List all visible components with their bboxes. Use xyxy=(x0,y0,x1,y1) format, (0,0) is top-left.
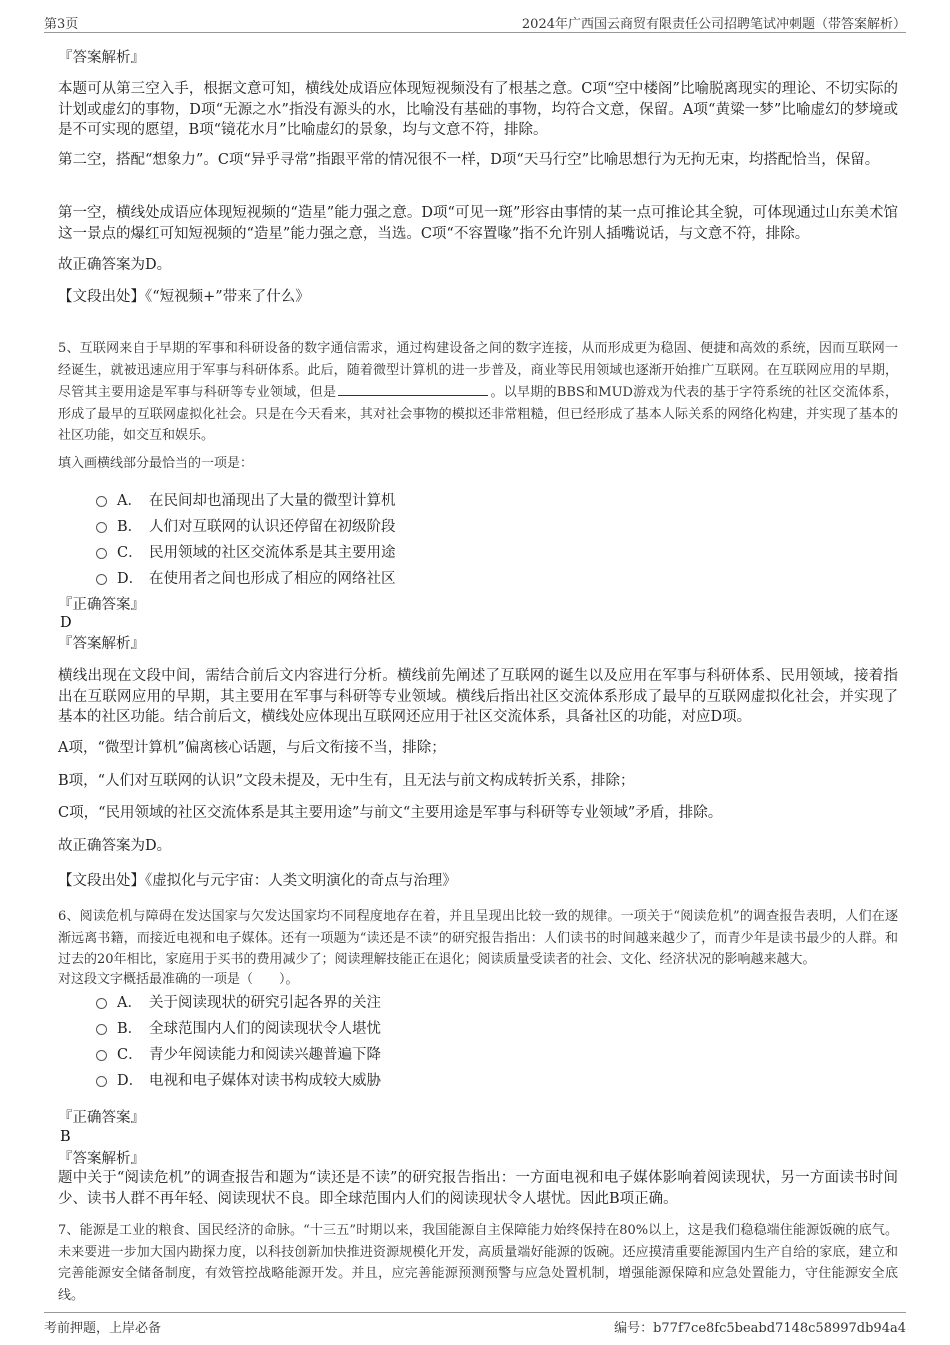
page-header xyxy=(44,10,906,33)
analysis-conclusion: 故正确答案为D。 xyxy=(58,838,172,854)
correct-answer-value: D xyxy=(60,615,72,631)
correct-answer-value: B xyxy=(60,1129,71,1145)
radio-icon[interactable] xyxy=(96,548,107,559)
radio-icon[interactable] xyxy=(96,1024,107,1035)
option-a[interactable]: A． 关于阅读现状的研究引起各界的关注 xyxy=(96,988,898,1014)
document-id: 编号：b77f7ce8fc5beabd7148c58997db94a4 xyxy=(614,1321,906,1336)
analysis-paragraph: 题中关于“阅读危机”的调查报告和题为“读还是不读”的研究报告指出：一方面电视和电子媒体影响着阅读现状，另一方面读书时间少、读书人群不再年轻、阅读现状不良。即全球范围内人们的阅读现状令人堪忧。因此B项正确。 xyxy=(58,1170,898,1207)
question-6-prompt: 对这段文字概括最准确的一项是（ ）。 xyxy=(58,972,299,987)
option-c[interactable]: C． 青少年阅读能力和阅读兴趣普遍下降 xyxy=(96,1040,898,1066)
prev-source: 【文段出处】《“短视频+”带来了什么》 xyxy=(58,289,310,305)
question-7-text: 7、能源是工业的粮食、国民经济的命脉。“十三五”时期以来，我国能源自主保障能力始终保持在80%以上，这是我们稳稳端住能源饭碗的底气。未来要进一步加大国内勘探力度，以科技创新加快推进资源规模化开发，高质量端好能源的饭碗。还应摸清重要能源国内生产自给的家底，建立和完善能源安全储备制度，有效管控战略能源开发。并且，应完善能源预测预警与应急处置机制，增强能源保障和应急处置能力，守住能源安全底线。 xyxy=(58,1223,898,1303)
question-6-options xyxy=(96,988,898,1092)
question-6-text: 6、阅读危机与障碍在发达国家与欠发达国家均不同程度地存在着，并且呈现出比较一致的规律。一项关于“阅读危机”的调查报告表明，人们在逐渐远离书籍，而接近电视和电子媒体。还有一项题为“读还是不读”的研究报告指出：人们读书的时间越来越少了，而青少年是读书最少的人群。和过去的20年相比，家庭用于买书的费用减少了；阅读理解技能正在退化；阅读质量受读者的社会、文化、经济状况的影响越来越大。 xyxy=(58,909,898,967)
prev-analysis-label: 『答案解析』 xyxy=(58,50,145,66)
page-footer xyxy=(44,1312,906,1337)
question-5-prompt: 填入画横线部分最恰当的一项是： xyxy=(58,456,254,471)
analysis-paragraph: A项，“微型计算机”偏离核心话题，与后文衔接不当，排除； xyxy=(58,740,446,756)
radio-icon[interactable] xyxy=(96,574,107,585)
prev-analysis-paragraph: 第一空，横线处成语应体现短视频的“造星”能力强之意。D项“可见一斑”形容由事情的某一点可推论其全貌，可体现通过山东美术馆这一景点的爆红可知短视频的“造星”能力强之意，当选。C项“不容置喙”指不允许别人插嘴说话，与文意不符，排除。 xyxy=(58,205,898,242)
option-d[interactable]: D． 电视和电子媒体对读书构成较大威胁 xyxy=(96,1066,898,1092)
question-5-options xyxy=(96,486,898,590)
question-5-source: 【文段出处】《虚拟化与元宇宙：人类文明演化的奇点与治理》 xyxy=(58,873,457,889)
correct-answer-label: 『正确答案』 xyxy=(58,597,145,613)
option-a[interactable]: A． 在民间却也涌现出了大量的微型计算机 xyxy=(96,486,898,512)
option-c[interactable]: C． 民用领域的社区交流体系是其主要用途 xyxy=(96,538,898,564)
radio-icon[interactable] xyxy=(96,1076,107,1087)
radio-icon[interactable] xyxy=(96,1050,107,1061)
fill-blank xyxy=(338,381,488,396)
page-number: 第3页 xyxy=(44,17,79,32)
radio-icon[interactable] xyxy=(96,998,107,1009)
correct-answer-label: 『正确答案』 xyxy=(58,1110,145,1126)
radio-icon[interactable] xyxy=(96,496,107,507)
analysis-label: 『答案解析』 xyxy=(58,636,145,652)
option-d[interactable]: D． 在使用者之间也形成了相应的网络社区 xyxy=(96,564,898,590)
option-b[interactable]: B． 人们对互联网的认识还停留在初级阶段 xyxy=(96,512,898,538)
radio-icon[interactable] xyxy=(96,522,107,533)
question-5-text: 5、互联网来自于早期的军事和科研设备的数字通信需求，通过构建设备之间的数字连接，从而形成更为稳固、便捷和高效的系统，因而互联网一经诞生，就被迅速应用于军事与科研体系。此后，随着微型计算机的进一步普及，商业等民用领域也逐渐开始推广互联网。在互联网应用的早期，尽管其主要用途是军事与科研等专业领域，但是 。以早期的BBS和MUD游戏为代表的基于字符系统的社区交流体系，形成了最早的互联网虚拟化社会。只是在今天看来，其对社会事物的模拟还非常粗糙，但已经形成了基本人际关系的网络化构建，并实现了基本的社区功能，如交互和娱乐。 xyxy=(58,341,898,443)
prev-analysis-paragraph: 第二空，搭配“想象力”。C项“异乎寻常”指跟平常的情况很不一样，D项“天马行空”比喻思想行为无拘无束，均搭配恰当，保留。 xyxy=(58,152,880,168)
prev-conclusion: 故正确答案为D。 xyxy=(58,257,172,273)
analysis-paragraph: 横线出现在文段中间，需结合前后文内容进行分析。横线前先阐述了互联网的诞生以及应用在军事与科研体系、民用领域，接着指出在互联网应用的早期，其主要用在军事与科研等专业领域。横线后指出社区交流体系形成了最早的互联网虚拟化社会，并实现了基本的社区功能。结合前后文，横线处应体现出互联网还应用于社区交流体系，具备社区的功能，对应D项。 xyxy=(58,668,898,725)
option-b[interactable]: B． 全球范围内人们的阅读现状令人堪忧 xyxy=(96,1014,898,1040)
analysis-paragraph: B项，“人们对互联网的认识”文段未提及，无中生有，且无法与前文构成转折关系，排除； xyxy=(58,773,635,789)
footer-slogan: 考前押题，上岸必备 xyxy=(44,1321,162,1336)
prev-analysis-paragraph: 本题可从第三空入手，根据文意可知，横线处成语应体现短视频没有了根基之意。C项“空中楼阁”比喻脱离现实的理论、不切实际的计划或虚幻的事物，D项“无源之水”指没有源头的水，比喻没有基础的事物，均符合文意，保留。A项“黄粱一梦”比喻虚幻的梦境或是不可实现的愿望，B项“镜花水月”比喻虚幻的景象，均与文意不符，排除。 xyxy=(58,81,898,138)
analysis-paragraph: C项，“民用领域的社区交流体系是其主要用途”与前文“主要用途是军事与科研等专业领域”矛盾，排除。 xyxy=(58,805,723,821)
analysis-label: 『答案解析』 xyxy=(58,1151,145,1167)
document-title: 2024年广西国云商贸有限责任公司招聘笔试冲刺题（带答案解析） xyxy=(521,17,906,32)
